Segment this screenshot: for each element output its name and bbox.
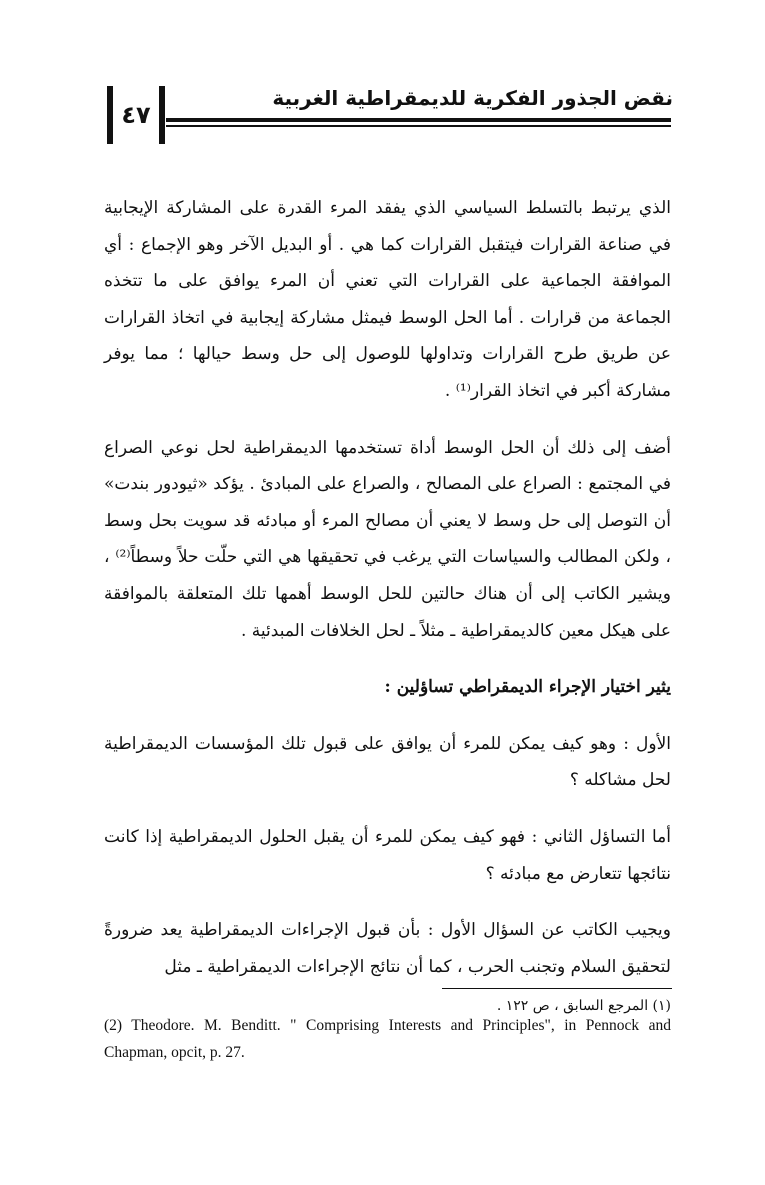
paragraph-1: الذي يرتبط بالتسلط السياسي الذي يفقد المرء القدرة على المشاركة الإيجابية في صناعة القرارات فيتقبل القرارات كما هي . أو البديل الآخر وهو الإجماع : أي الموافقة الجماعية على القرارات التي تعني أن المرء يوافق على ما تتخذه الجماعة من قرارات . أما الحل الوسط فيمثل مشاركة إيجابية في اتخاذ القرارات عن طريق طرح القرارات وتداولها للوصول إلى حل وسط حيالها ؛ مما يوفر مشاركة أكبر في اتخاذ القرار⁽¹⁾ . [104,198,671,401]
body-text [104,190,671,1005]
page-number: ٤٧ [107,86,165,144]
paragraph-2: أضف إلى ذلك أن الحل الوسط أداة تستخدمها الديمقراطية لحل نوعي الصراع في المجتمع : الصراع على المصالح ، والصراع على المبادئ . يؤكد «ثيودور بندت» أن التوصل إلى حل وسط لا يعني أن مصالح المرء أو مبادئه قد سويت بحل وسط ، ولكن المطالب والسياسات التي يرغب في تحقيقها هي التي حلّت حلاً وسطاً⁽²⁾ ، ويشير الكاتب إلى أن هناك حالتين للحل الوسط أهمها تلك المتعلقة بالموافقة على هيكل معين كالديمقراطية ـ مثلاً ـ لحل الخلافات المبدئية . [104,437,671,641]
running-title: نقض الجذور الفكرية للديمقراطية الغربية [272,86,673,110]
paragraph-6: ويجيب الكاتب عن السؤال الأول : بأن قبول الإجراءات الديمقراطية يعد ضرورةً لتحقيق السلام وتجنب الحرب ، كما أن نتائج الإجراءات الديمقراطية ـ مثل [104,920,671,977]
paragraph-3: يثير اختيار الإجراء الديمقراطي تساؤلين : [384,677,671,698]
paragraph-4: الأول : وهو كيف يمكن للمرء أن يوافق على قبول تلك المؤسسات الديمقراطية لحل مشاكله ؟ [104,733,671,791]
footnote-rule [442,988,672,989]
header-rule-thin [166,125,671,127]
footnote-1: (١) المرجع السابق ، ص ١٢٢ . [496,998,671,1014]
header-rule-thick [166,118,671,122]
paragraph-5: أما التساؤل الثاني : فهو كيف يمكن للمرء أن يقبل الحلول الديمقراطية إذا كانت نتائجها تتعارض مع مبادئه ؟ [104,826,671,884]
footnote-2: (2) Theodore. M. Benditt. " Comprising Interests and Principles", in Pennock and Chapman, opcit, p. 27. [104,1017,671,1061]
